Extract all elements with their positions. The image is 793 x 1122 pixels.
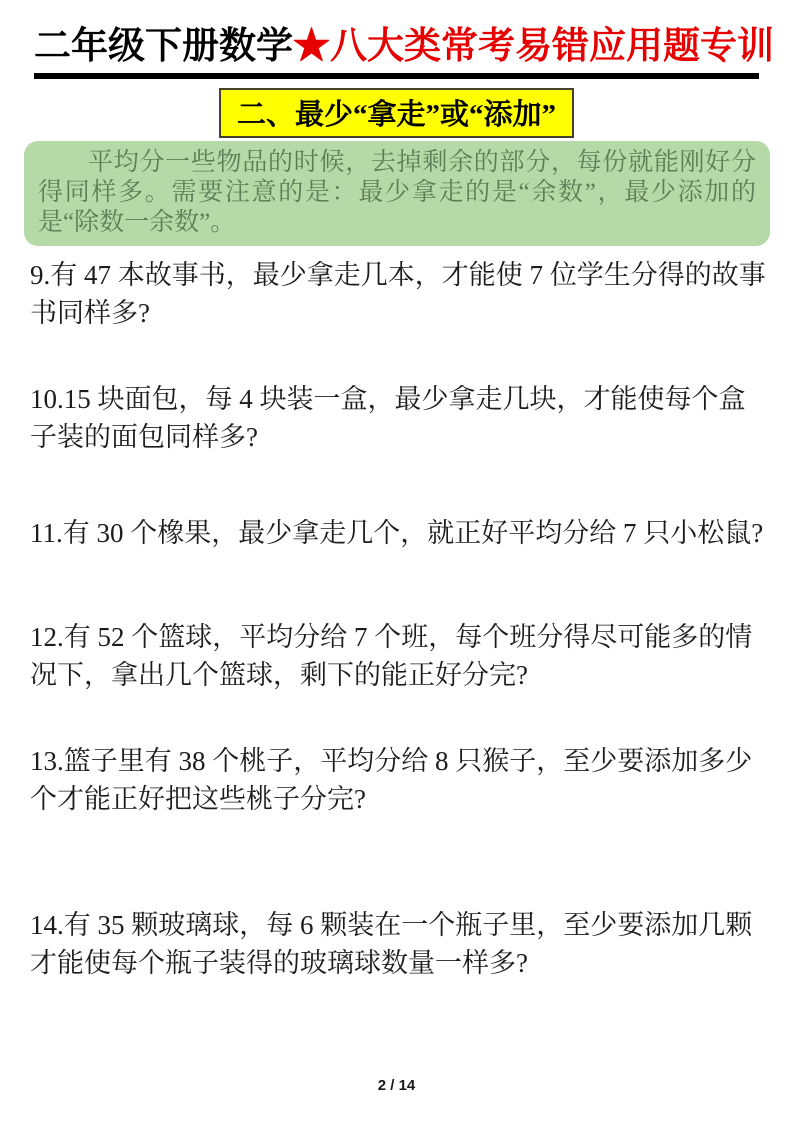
- question-9: 9.有 47 本故事书，最少拿走几本，才能使 7 位学生分得的故事书同样多?: [30, 260, 766, 329]
- question-14: 14.有 35 颗玻璃球，每 6 颗装在一个瓶子里，至少要添加几颗才能使每个瓶子装得的玻璃球数量一样多?: [30, 910, 753, 979]
- section-header-row: [0, 88, 793, 138]
- question-12: 12.有 52 个篮球，平均分给 7 个班，每个班分得尽可能多的情况下，拿出几个篮球，剩下的能正好分完?: [30, 622, 753, 691]
- question-10: 10.15 块面包，每 4 块装一盒，最少拿走几块，才能使每个盒子装的面包同样多?: [30, 384, 746, 453]
- title-double-underline: [34, 73, 759, 79]
- question-13: 13.篮子里有 38 个桃子，平均分给 8 只猴子，至少要添加多少个才能正好把这些桃子分完?: [30, 746, 753, 815]
- page-title-black: 二年级下册数学: [34, 26, 293, 67]
- page-title: [34, 24, 774, 70]
- page-number: 2 / 14: [377, 1077, 416, 1094]
- page-title-red: 八大类常考易错应用题专训: [330, 26, 774, 67]
- star-icon: ★: [293, 26, 330, 67]
- note-box: 平均分一些物品的时候，去掉剩余的部分，每份就能刚好分得同样多。需要注意的是：最少拿走的是“余数”，最少添加的是“除数一余数”。: [24, 141, 770, 246]
- doc-header: [34, 24, 774, 79]
- question-11: 11.有 30 个橡果，最少拿走几个，就正好平均分给 7 只小松鼠?: [30, 518, 764, 549]
- question-list: [30, 256, 767, 982]
- section-header-badge: 二、最少“拿走”或“添加”: [219, 88, 574, 138]
